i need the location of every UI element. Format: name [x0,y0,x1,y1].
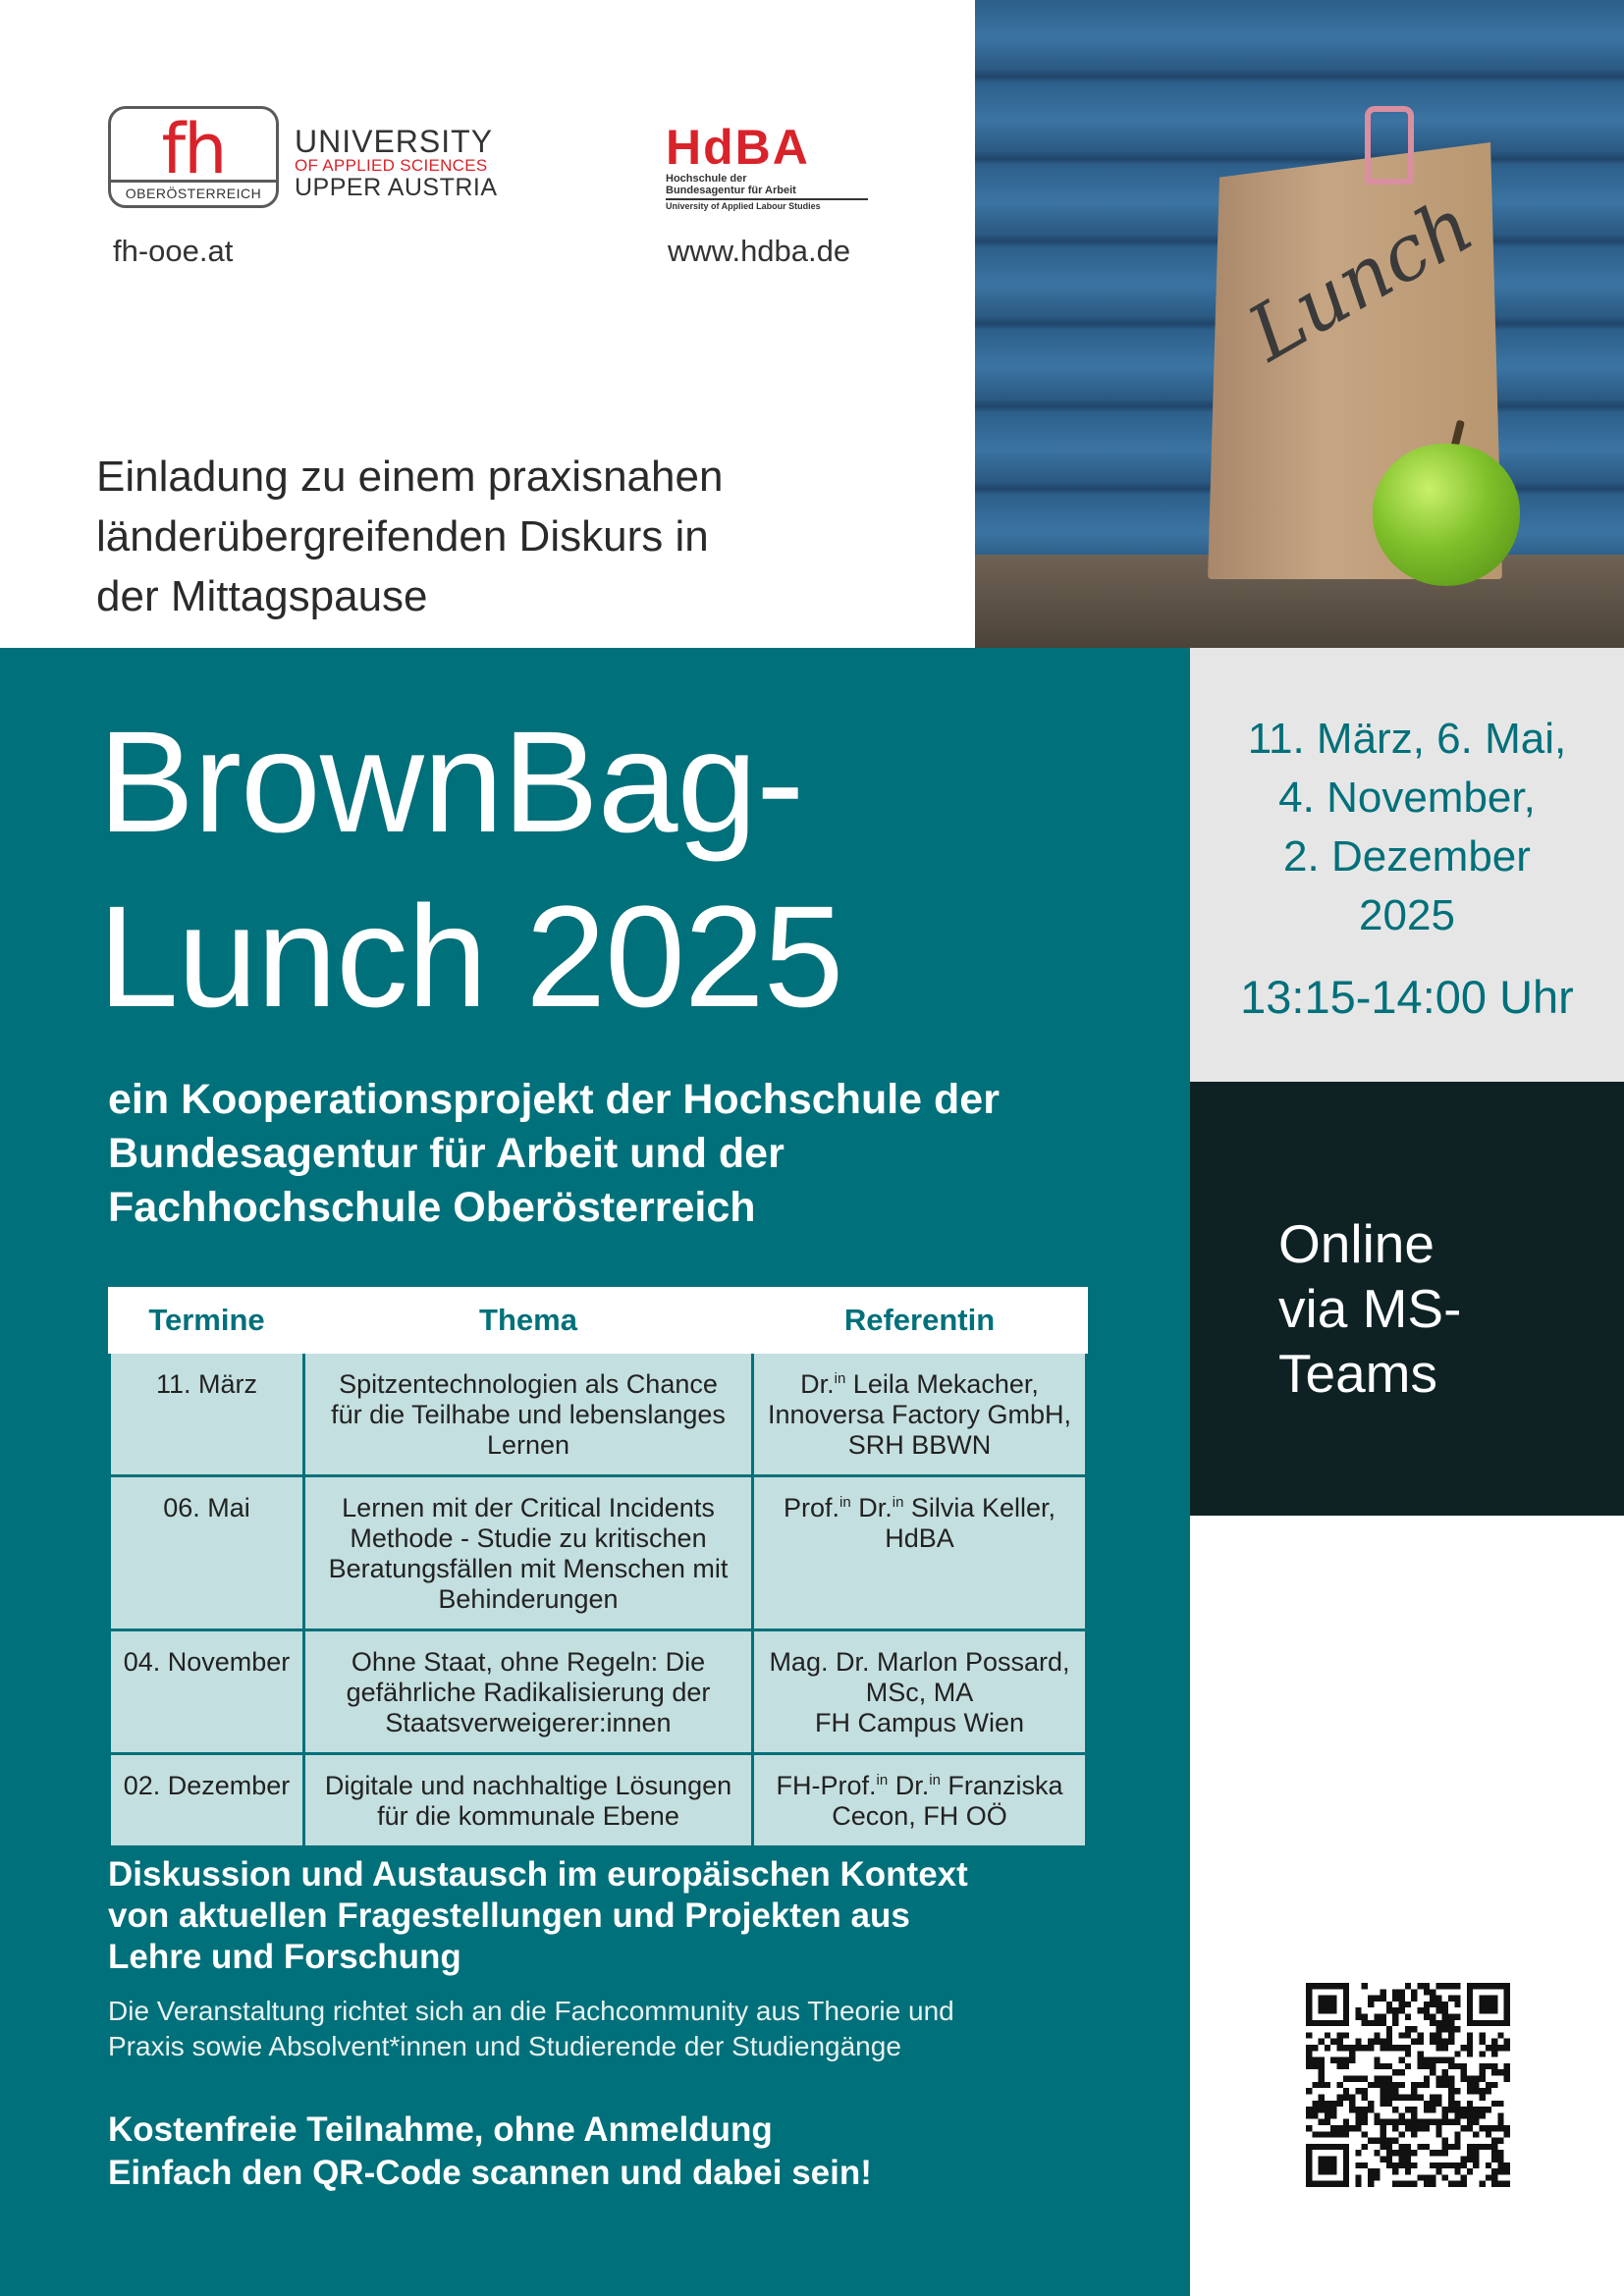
cell-date: 11. März [110,1353,304,1476]
online-line: via MS- [1278,1278,1462,1339]
topic-line: Spitzentechnologien als Chance [339,1369,718,1399]
fh-logo-wordmark [295,126,501,200]
online-line: Teams [1278,1343,1437,1404]
hdba-logo-sub3: University of Applied Labour Studies [666,201,821,211]
topic-line: Ohne Staat, ohne Regeln: Die [351,1647,706,1677]
table-row [110,1630,1087,1754]
speaker-line: Cecon, FH OÖ [832,1801,1007,1831]
discussion-text [108,1854,1139,1978]
cooperation-line: Bundesagentur für Arbeit und der [108,1130,785,1177]
fh-logo-line3: UPPER AUSTRIA [295,174,498,201]
event-time: 13:15-14:00 Uhr [1240,971,1574,1023]
invitation-line: Einladung zu einem praxisnahen [96,453,724,501]
dates-line: 2. Dezember [1283,832,1531,881]
cell-speaker [753,1353,1087,1476]
event-title-line: BrownBag- [98,702,804,863]
online-box [1190,1082,1624,1516]
audience-line: Praxis sowie Absolvent*innen und Studierende der Studiengänge [108,2031,901,2061]
table-row [110,1476,1087,1630]
topic-line: Lernen [486,1430,570,1460]
cell-topic [304,1630,753,1754]
speaker-line: SRH BBWN [847,1430,992,1460]
column-header-speaker: Referentin [753,1289,1087,1353]
participation-line: Kostenfreie Teilnahme, ohne Anmeldung [108,2110,773,2149]
speaker-line: Innoversa Factory GmbH, [767,1400,1072,1429]
topic-line: Methode - Studie zu kritischen [350,1523,707,1553]
hdba-logo-sub2: Bundesagentur für Arbeit [666,185,796,196]
bag-lunch-text: Lunch [1233,181,1489,379]
speaker-line: MSc, MA [865,1678,974,1707]
binder-clip [1365,106,1414,185]
column-header-topic: Thema [304,1289,753,1353]
dates-line: 4. November, [1278,774,1536,822]
topic-line: Behinderungen [438,1584,619,1614]
qr-code-icon[interactable] [1306,1983,1510,2187]
participation-text [108,2109,1149,2195]
speaker-line: Prof.$^{in}$ Dr.$^{in}$ Silvia Keller, [784,1493,1056,1522]
speaker-line: HdBA [885,1523,954,1553]
speaker-line: FH-Prof.$^{in}$ Dr.$^{in}$ Franziska [776,1771,1063,1800]
online-format [1278,1211,1602,1406]
audience-line: Die Veranstaltung richtet sich an die Fachcommunity aus Theorie und [108,1996,954,2026]
speaker-line: FH Campus Wien [814,1708,1025,1737]
fh-logo-line1: UNIVERSITY [295,124,494,159]
topic-line: für die Teilhabe und lebenslanges [331,1400,726,1429]
hdba-logo [666,122,882,212]
hdba-logo-sub1: Hochschule der [666,173,747,185]
fh-logo-badge [108,106,279,208]
cooperation-line: Fachhochschule Oberösterreich [108,1184,756,1231]
event-title-line: Lunch 2025 [98,877,843,1038]
cell-speaker [753,1476,1087,1630]
lunch-bag-photo [975,0,1624,648]
cell-speaker [753,1754,1087,1847]
event-dates [1190,710,1624,945]
cooperation-line: ein Kooperationsprojekt der Hochschule der [108,1076,1000,1123]
topic-line: für die kommunale Ebene [377,1801,679,1831]
dates-line: 2025 [1359,891,1455,939]
discussion-line: Lehre und Forschung [108,1938,461,1976]
hdba-url[interactable]: www.hdba.de [668,234,851,268]
invitation-heading [96,447,941,626]
topic-line: gefährliche Radikalisierung der [346,1678,711,1707]
dates-line: 11. März, 6. Mai, [1247,715,1567,763]
cell-date: 02. Dezember [110,1754,304,1847]
discussion-line: Diskussion und Austausch im europäischen Kontext [108,1855,968,1894]
speaker-line: Mag. Dr. Marlon Possard, [769,1647,1070,1677]
fh-logo-line2: OF APPLIED SCIENCES [295,156,488,175]
fh-logo-sub: OBERÖSTERREICH [111,180,276,205]
participation-line: Einfach den QR-Code scannen und dabei sein! [108,2154,872,2192]
invitation-line: länderübergreifenden Diskurs in [96,512,709,561]
topic-line: Staatsverweigerer:innen [385,1708,672,1737]
table-row [110,1754,1087,1847]
cell-date: 06. Mai [110,1476,304,1630]
hdba-logo-wordmark: HdBA [666,120,810,175]
cell-topic [304,1476,753,1630]
invitation-line: der Mittagspause [96,572,428,620]
cell-topic [304,1754,753,1847]
online-line: Online [1278,1213,1435,1274]
cell-speaker [753,1630,1087,1754]
fh-url[interactable]: fh-ooe.at [113,234,234,268]
hdba-logo-rule [666,198,868,200]
dates-box [1190,648,1624,1082]
topic-line: Digitale und nachhaltige Lösungen [324,1771,732,1800]
cooperation-text [108,1073,1139,1235]
table-row [110,1353,1087,1476]
speaker-line: Dr.$^{in}$ Leila Mekacher, [800,1369,1039,1399]
topic-line: Beratungsfällen mit Menschen mit [328,1554,729,1583]
table-header-row [110,1289,1087,1353]
discussion-line: von aktuellen Fragestellungen und Projekten aus [108,1896,910,1935]
event-title [98,695,1178,1044]
schedule-table [108,1287,1088,1848]
cell-date: 04. November [110,1630,304,1754]
column-header-dates: Termine [110,1289,304,1353]
topic-line: Lernen mit der Critical Incidents [342,1493,715,1522]
fh-logo-letters: fh [161,109,226,189]
green-apple [1373,444,1520,586]
cell-topic [304,1353,753,1476]
main-panel [0,648,1190,2296]
audience-text [108,1994,1149,2064]
